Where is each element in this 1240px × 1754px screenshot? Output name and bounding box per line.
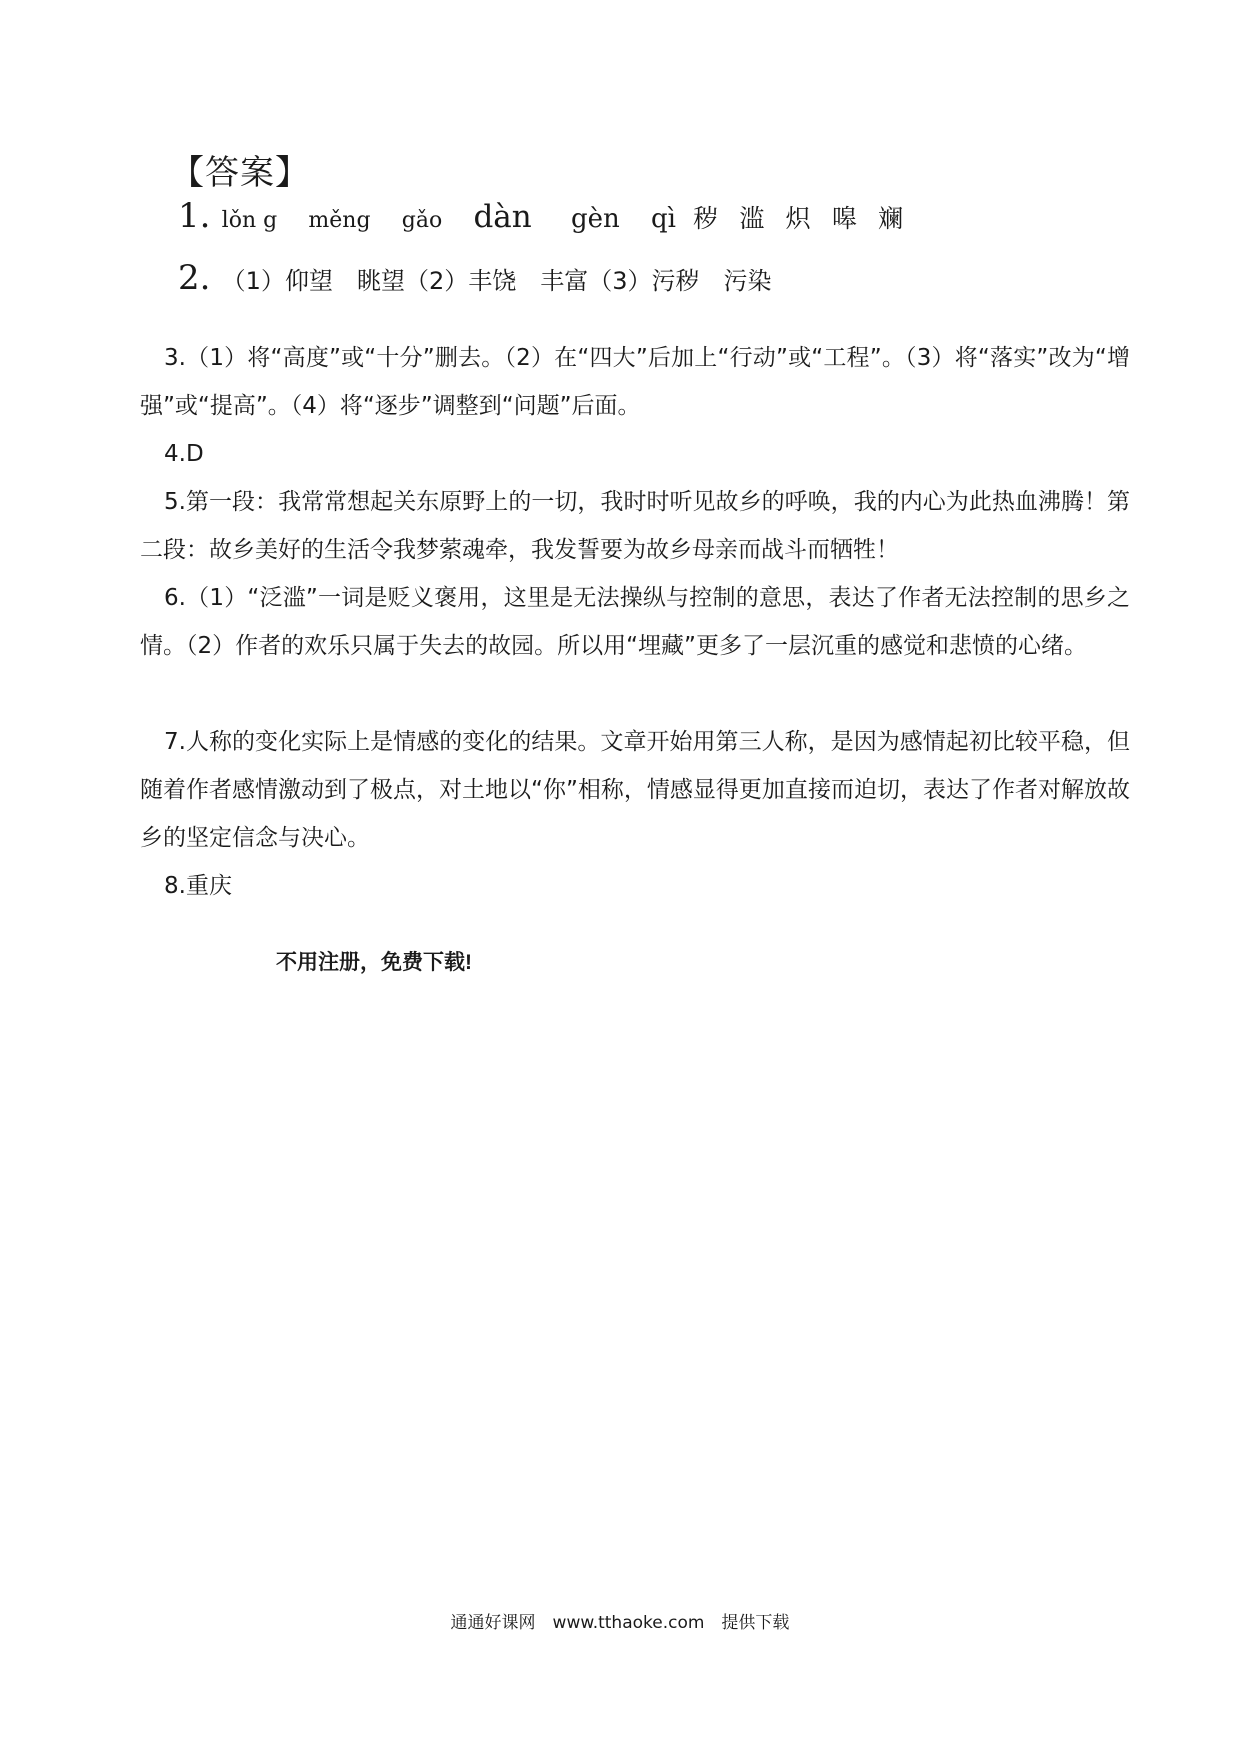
answer-6 — [140, 574, 1130, 670]
page-footer: 通通好课网 www.tthaoke.com 提供下载 — [450, 1613, 790, 1633]
answer-5 — [140, 478, 1130, 574]
pinyin-3: gǎo — [401, 208, 443, 233]
answer-8 — [140, 862, 1130, 910]
pinyin-1: lǒn g — [221, 208, 278, 233]
char-5: 斓 — [878, 204, 904, 233]
answer-8-text: 8.重庆 — [164, 873, 232, 899]
answer-heading: 【答案】 — [170, 153, 310, 193]
pinyin-5: gèn — [570, 204, 620, 234]
char-1: 秽 — [693, 204, 719, 233]
answer-5-text: 5.第一段：我常常想起关东原野上的一切，我时时听见故乡的呼唤，我的内心为此热血沸腾！第二段：故乡美好的生活令我梦萦魂牵，我发誓要为故乡母亲而战斗而牺牲！ — [140, 489, 1130, 563]
char-3: 炽 — [785, 204, 811, 233]
answer-7-text: 7.人称的变化实际上是情感的变化的结果。文章开始用第三人称，是因为感情起初比较平稳，但随着作者感情激动到了极点，对土地以“你”相称，情感显得更加直接而迫切，表达了作者对解放故乡的坚定信念与决心。 — [140, 729, 1130, 851]
pinyin-6: qì — [650, 204, 676, 234]
pinyin-4: dàn — [473, 199, 532, 235]
answer-3 — [140, 334, 1130, 430]
answer-1-number: 1. — [178, 196, 211, 236]
download-notice: 不用注册，免费下载! — [276, 951, 472, 974]
answer-4 — [140, 430, 1130, 478]
char-2: 滥 — [739, 204, 765, 233]
answer-2 — [178, 258, 771, 298]
answer-6-text: 6.（1）“泛滥”一词是贬义褒用，这里是无法操纵与控制的意思，表达了作者无法控制的思乡之情。（2）作者的欢乐只属于失去的故园。所以用“埋藏”更多了一层沉重的感觉和悲愤的心绪。 — [140, 585, 1130, 659]
answer-3-text: 3.（1）将“高度”或“十分”删去。（2）在“四大”后加上“行动”或“工程”。（3）将“落实”改为“增强”或“提高”。（4）将“逐步”调整到“问题”后面。 — [140, 345, 1130, 419]
answer-7 — [140, 718, 1130, 862]
answer-1 — [178, 196, 915, 236]
answer-2-text: （1）仰望 眺望（2）丰饶 丰富（3）污秽 污染 — [221, 267, 772, 295]
pinyin-2: měng — [308, 208, 371, 233]
answer-4-text: 4.D — [164, 441, 204, 467]
answer-2-number: 2. — [178, 258, 211, 298]
char-4: 嗥 — [831, 204, 857, 233]
